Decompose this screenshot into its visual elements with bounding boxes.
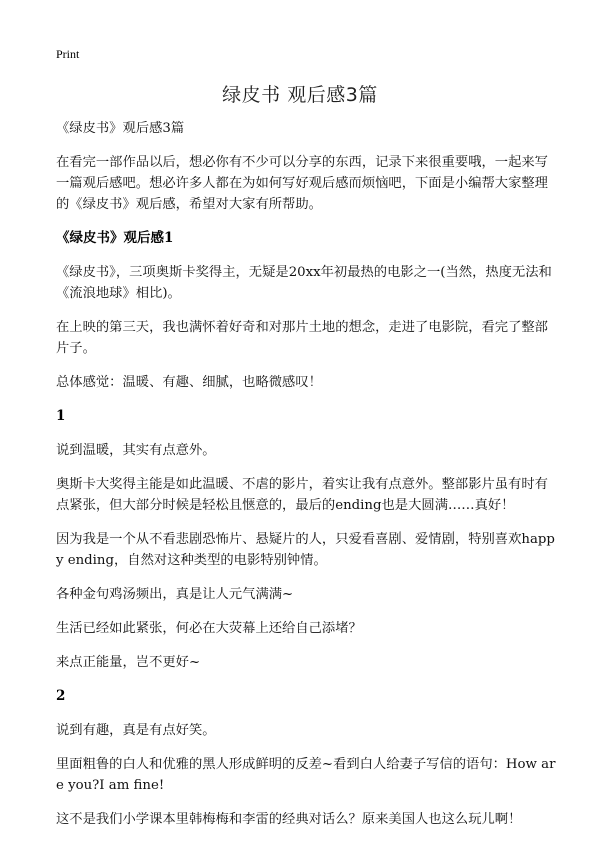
section-heading-1: 《绿皮书》观后感1 [56,230,174,246]
subtitle: 《绿皮书》观后感3篇 [56,121,185,136]
paragraph: 来点正能量，岂不更好~ [56,655,201,670]
document-body [56,118,556,843]
paragraph: 因为我是一个从不看悲剧恐怖片、悬疑片的人，只爱看喜剧、爱情剧，特别喜欢happy ending，自然对这种类型的电影特别钟情。 [56,532,555,568]
section-number: 2 [56,688,66,704]
paragraph: 各种金句鸡汤频出，真是让人元气满满~ [56,587,294,602]
intro-paragraph: 在看完一部作品以后，想必你有不少可以分享的东西，记录下来很重要哦，一起来写一篇观后感吧。想必许多人都在为如何写好观后感而烦恼吧，下面是小编帮大家整理的《绿皮书》观后感，希望对大家有所帮助。 [56,155,548,212]
paragraph: 这不是我们小学课本里韩梅梅和李雷的经典对话么？原来美国人也这么玩儿啊！ [56,812,522,827]
paragraph: 在上映的第三天，我也满怀着好奇和对那片土地的想念，走进了电影院，看完了整部片子。 [56,320,548,356]
paragraph: 生活已经如此紧张，何必在大荧幕上还给自己添堵？ [56,621,362,636]
section-number: 1 [56,408,66,424]
paragraph: 《绿皮书》，三项奥斯卡奖得主，无疑是20xx年初最热的电影之一(当然，热度无法和《流浪地球》相比)。 [56,265,552,301]
paragraph: 奥斯卡大奖得主能是如此温暖、不虐的影片，着实让我有点意外。整部影片虽有时有点紧张，但大部分时候是轻松且惬意的，最后的ending也是大圆满……真好！ [56,477,548,513]
print-label: Print [56,47,80,61]
paragraph: 说到有趣，真是有点好笑。 [56,723,216,738]
page-title: 绿皮书 观后感3篇 [222,84,378,106]
paragraph: 说到温暖，其实有点意外。 [56,443,216,458]
paragraph: 里面粗鲁的白人和优雅的黑人形成鲜明的反差~看到白人给妻子写信的语句：How are you?I am fine! [56,757,556,793]
paragraph: 总体感觉：温暖、有趣、细腻，也略微感叹！ [56,375,322,390]
